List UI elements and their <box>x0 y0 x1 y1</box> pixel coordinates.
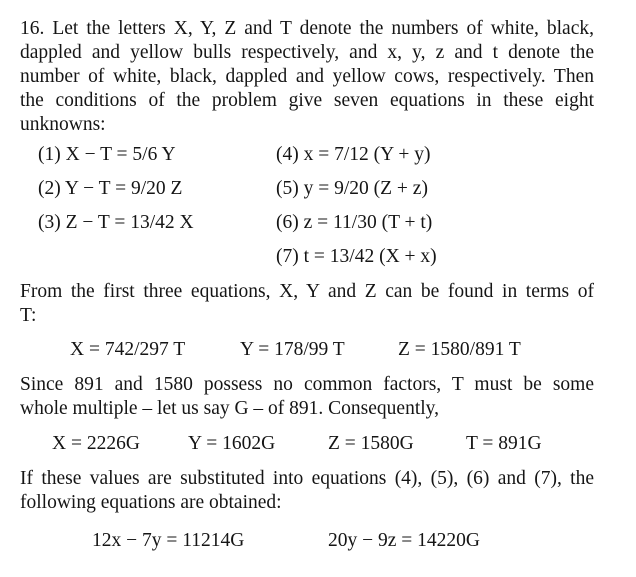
intro-line-5: unknowns: <box>20 114 106 135</box>
equation-4: (4) x = 7/12 (Y + y) <box>276 144 431 165</box>
equation-3: (3) Z − T = 13/42 X <box>38 212 194 233</box>
subst-line-1: If these values are substituted into equations (4), (5), (6) and (7), the <box>20 468 594 489</box>
equation-1: (1) X − T = 5/6 Y <box>38 144 176 165</box>
equation-5: (5) y = 9/20 (Z + z) <box>276 178 428 199</box>
multiple-t: T = 891G <box>466 433 542 454</box>
derived-equation-1: 12x − 7y = 11214G <box>92 530 245 551</box>
equation-6: (6) z = 11/30 (T + t) <box>276 212 433 233</box>
intro-line-3: number of white, black, dappled and yellow cows, respectively. Then <box>20 66 594 87</box>
derived-equation-2: 20y − 9z = 14220G <box>328 530 480 551</box>
intro-line-2: dappled and yellow bulls respectively, and x, y, z and t denote the <box>20 42 594 63</box>
ratio-z: Z = 1580/891 T <box>398 339 521 360</box>
since-line-2: whole multiple – let us say G – of 891. Consequently, <box>20 398 440 419</box>
since-line-1: Since 891 and 1580 possess no common factors, T must be some <box>20 374 594 395</box>
ratio-x: X = 742/297 T <box>70 339 186 360</box>
intro-line-4: the conditions of the problem give seven equations in these eight <box>20 90 594 111</box>
multiple-z: Z = 1580G <box>328 433 414 454</box>
subst-line-2: following equations are obtained: <box>20 492 282 513</box>
equation-2: (2) Y − T = 9/20 Z <box>38 178 183 199</box>
from-line-1: From the first three equations, X, Y and Z can be found in terms of <box>20 281 594 302</box>
ratio-y: Y = 178/99 T <box>240 339 345 360</box>
equation-7: (7) t = 13/42 (X + x) <box>276 246 437 267</box>
multiple-y: Y = 1602G <box>188 433 276 454</box>
from-line-2: T: <box>20 305 37 326</box>
intro-line-1: 16. Let the letters X, Y, Z and T denote the numbers of white, black, <box>20 18 594 39</box>
multiple-x: X = 2226G <box>52 433 140 454</box>
